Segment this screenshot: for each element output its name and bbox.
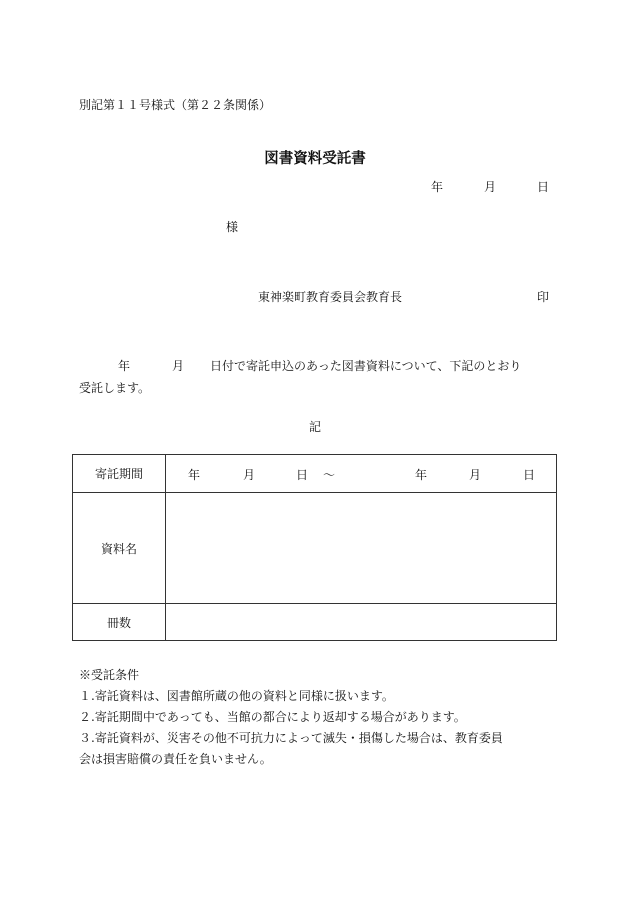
deposit-conditions: [79, 665, 503, 770]
period-label: 寄託期間: [73, 455, 166, 493]
material-row: [73, 493, 557, 604]
body-year-label: 年: [118, 359, 131, 373]
count-label: 冊数: [73, 604, 166, 641]
material-label: 資料名: [73, 493, 166, 604]
count-value[interactable]: [166, 604, 557, 641]
period-row: [73, 455, 557, 493]
period-end-month: 月: [469, 468, 482, 482]
material-value[interactable]: [166, 493, 557, 604]
condition-item: ２.寄託期間中であっても、当館の都合により返却する場合があります。: [79, 710, 466, 724]
body-text-line2: 受託します。: [79, 381, 151, 395]
body-text: 日付で寄託申込のあった図書資料について、下記のとおり: [210, 359, 522, 373]
seal-mark: 印: [537, 290, 550, 304]
count-row: [73, 604, 557, 641]
conditions-heading: ※受託条件: [79, 668, 140, 682]
recipient-honorific: 様: [226, 220, 239, 234]
date-month-label: 月: [483, 180, 496, 194]
period-tilde: ～: [323, 468, 336, 482]
condition-item: 会は損害賠償の責任を負いません。: [79, 752, 272, 766]
condition-item: ３.寄託資料が、災害その他不可抗力によって滅失・損傷した場合は、教育委員: [79, 731, 503, 745]
period-start-year: 年: [188, 468, 201, 482]
date-day-label: 日: [536, 180, 549, 194]
period-start-day: 日: [296, 468, 309, 482]
form-number-label: 別記第１１号様式（第２２条関係）: [79, 98, 272, 112]
date-year-label: 年: [431, 180, 444, 194]
issuer-name: 東神楽町教育委員会教育長: [258, 290, 403, 304]
document-title: 図書資料受託書: [264, 150, 366, 167]
body-month-label: 月: [172, 359, 185, 373]
deposit-info-table: [72, 454, 557, 641]
condition-item: １.寄託資料は、図書館所蔵の他の資料と同様に扱います。: [79, 689, 394, 703]
ki-heading: 記: [308, 420, 321, 434]
period-start-month: 月: [243, 468, 256, 482]
period-value[interactable]: [166, 455, 557, 493]
issue-date: [431, 178, 549, 195]
period-end-year: 年: [415, 468, 428, 482]
period-end-day: 日: [523, 468, 536, 482]
body-text-line1: [118, 357, 521, 374]
